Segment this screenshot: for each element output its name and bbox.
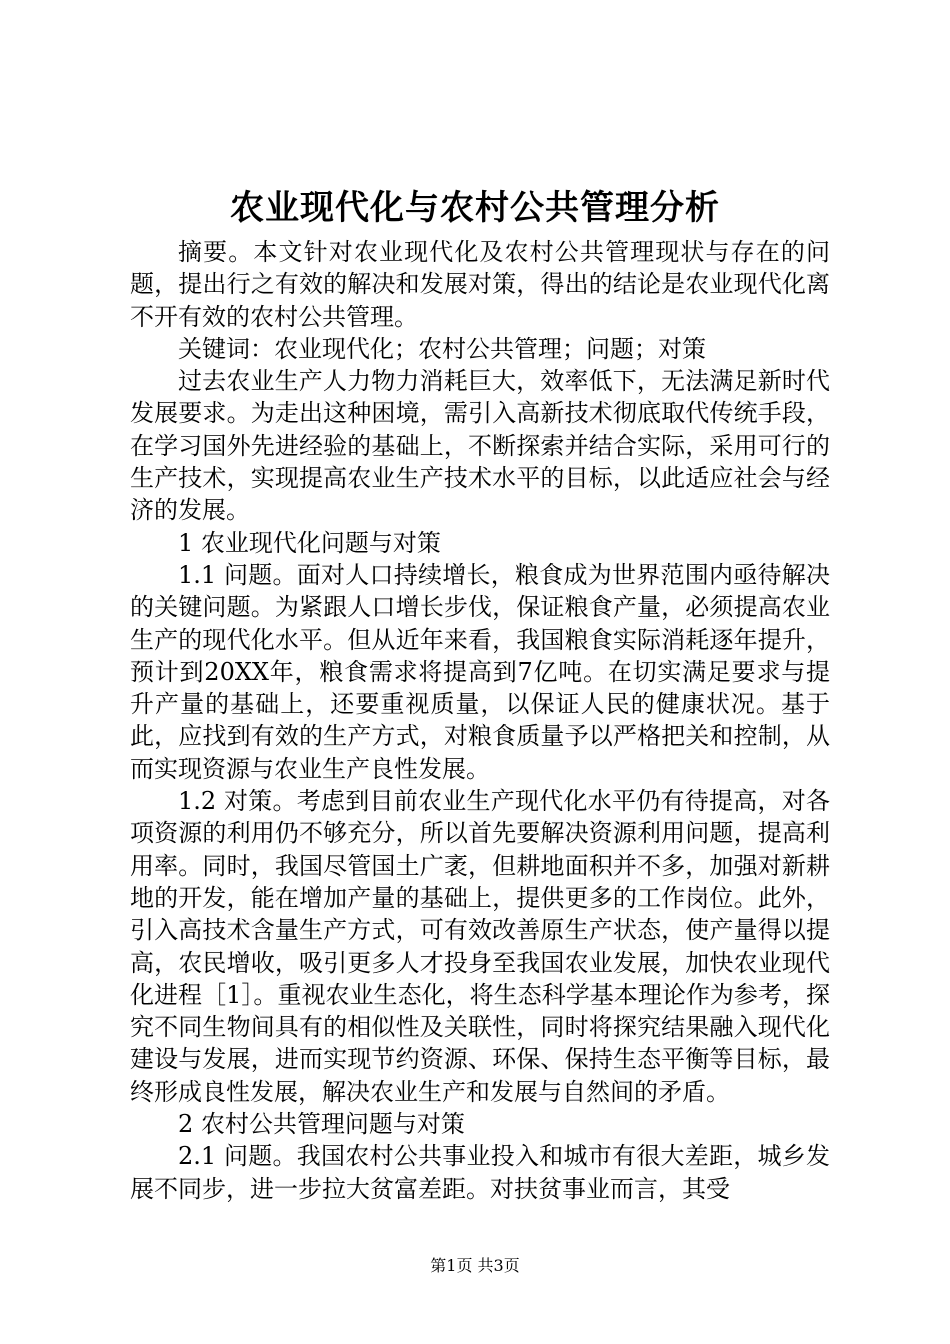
document-title: 农业现代化与农村公共管理分析	[230, 188, 720, 228]
keywords-paragraph: 关键词：农业现代化；农村公共管理；问题；对策	[178, 334, 706, 363]
section-2-1-paragraph: 2.1 问题。我国农村公共事业投入和城市有很大差距，城乡发展不同步，进一步拉大贫富差距。对扶贫事业而言，其受	[130, 1142, 830, 1203]
section-heading-2: 2 农村公共管理问题与对策	[178, 1110, 465, 1139]
abstract-paragraph: 摘要。本文针对农业现代化及农村公共管理现状与存在的问题，提出行之有效的解决和发展对策，得出的结论是农业现代化离不开有效的农村公共管理。	[130, 238, 830, 331]
section-1-2-paragraph: 1.2 对策。考虑到目前农业生产现代化水平仍有待提高，对各项资源的利用仍不够充分，所以首先要解决资源利用问题，提高利用率。同时，我国尽管国土广袤，但耕地面积并不多，加强对新耕地的开发，能在增加产量的基础上，提供更多的工作岗位。此外，引入高技术含量生产方式，可有效改善原生产状态，使产量得以提高，农民增收，吸引更多人才投身至我国农业发展，加快农业现代化进程［1］。重视农业生态化，将生态科学基本理论作为参考，探究不同生物间具有的相似性及关联性，同时将探究结果融入现代化建设与发展，进而实现节约资源、环保、保持生态平衡等目标，最终形成良性发展，解决农业生产和发展与自然间的矛盾。	[130, 787, 830, 1106]
section-1-1-paragraph: 1.1 问题。面对人口持续增长，粮食成为世界范围内亟待解决的关键问题。为紧跟人口增长步伐，保证粮食产量，必须提高农业生产的现代化水平。但从近年来看，我国粮食实际消耗逐年提升，预计到20XX年，粮食需求将提高到7亿吨。在切实满足要求与提升产量的基础上，还要重视质量，以保证人民的健康状况。基于此，应找到有效的生产方式，对粮食质量予以严格把关和控制，从而实现资源与农业生产良性发展。	[130, 560, 830, 783]
document-body	[130, 236, 830, 1205]
section-heading-1: 1 农业现代化问题与对策	[178, 528, 441, 557]
page-footer: 第1页 共3页	[430, 1256, 520, 1275]
intro-paragraph: 过去农业生产人力物力消耗巨大，效率低下，无法满足新时代发展要求。为走出这种困境，需引入高新技术彻底取代传统手段，在学习国外先进经验的基础上，不断探索并结合实际，采用可行的生产技术，实现提高农业生产技术水平的目标，以此适应社会与经济的发展。	[130, 367, 830, 525]
